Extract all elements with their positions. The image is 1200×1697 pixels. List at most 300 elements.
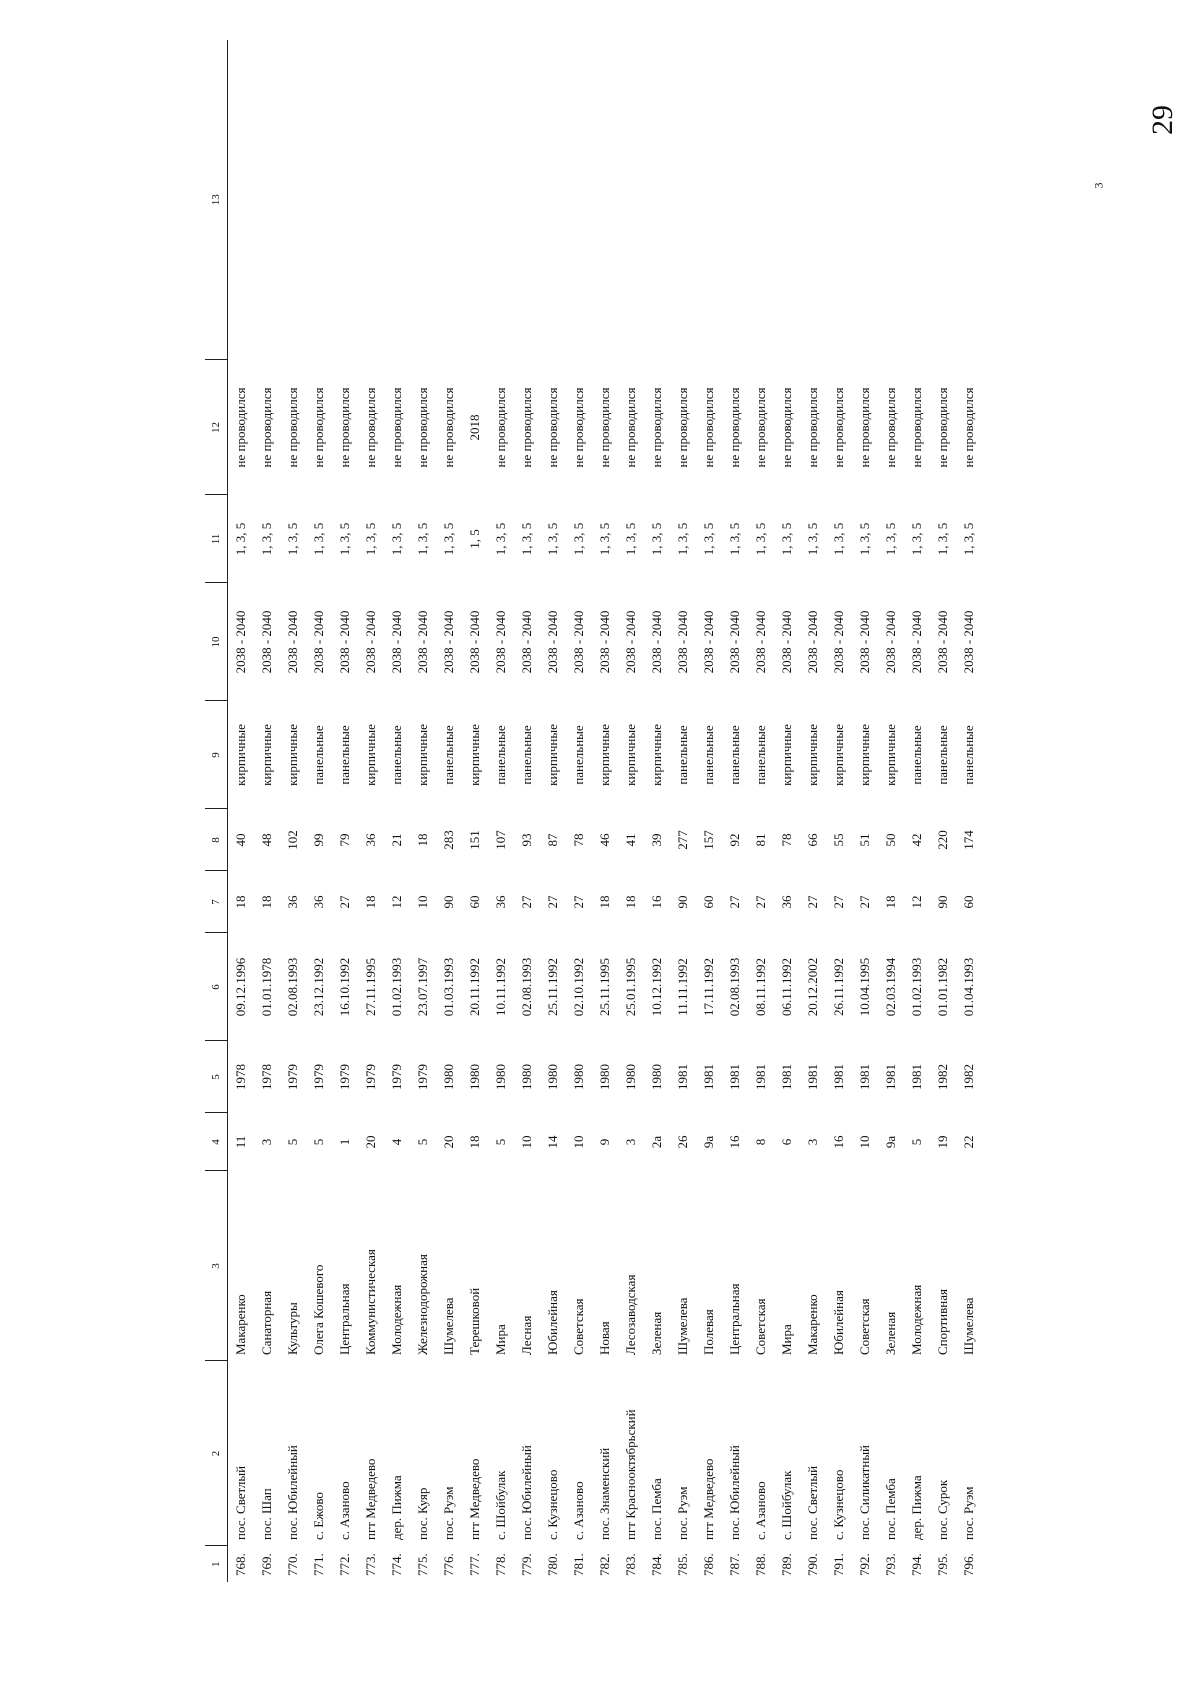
row-number: 770. — [285, 1553, 300, 1576]
column-7-cell: 90 — [675, 895, 690, 909]
column-7-cell: 18 — [883, 895, 898, 909]
period-cell: 2038 - 2040 — [415, 610, 430, 674]
locality-cell: с. Азаново — [337, 1481, 352, 1540]
column-7-cell: 27 — [337, 895, 352, 909]
registry-table-rotated — [205, 120, 977, 1582]
date-cell: 02.08.1993 — [519, 957, 534, 1017]
date-cell: 01.01.1978 — [259, 957, 274, 1017]
table-row — [332, 40, 358, 1582]
column-13-cell — [228, 40, 255, 360]
column-number-header — [205, 40, 228, 1582]
build-year-cell: 1980 — [649, 1064, 664, 1090]
row-number: 772. — [337, 1553, 352, 1576]
locality-cell: пос. Руэм — [675, 1486, 690, 1540]
table-row — [930, 40, 956, 1582]
page-number: 29 — [1146, 105, 1179, 135]
street-cell: Олега Кошевого — [311, 1264, 326, 1355]
table-row — [852, 40, 878, 1582]
column-8-cell: 40 — [233, 833, 248, 847]
locality-cell: с. Кузнецово — [831, 1469, 846, 1540]
locality-cell: пос. Знаменский — [597, 1447, 612, 1540]
table-row — [540, 40, 566, 1582]
column-header: 11 — [205, 495, 228, 583]
column-13-cell — [930, 40, 956, 360]
build-year-cell: 1980 — [467, 1064, 482, 1090]
row-number: 771. — [311, 1553, 326, 1576]
date-cell: 02.03.1994 — [883, 957, 898, 1017]
locality-cell: пос. Юбилейный — [285, 1445, 300, 1540]
works-codes-cell: 1, 3, 5 — [805, 522, 820, 556]
column-13-cell — [540, 40, 566, 360]
row-number: 768. — [233, 1553, 248, 1576]
wall-material-cell: кирпичные — [649, 724, 664, 786]
build-year-cell: 1980 — [597, 1064, 612, 1090]
works-codes-cell: 1, 3, 5 — [753, 522, 768, 556]
column-8-cell: 87 — [545, 833, 560, 847]
wall-material-cell: кирпичные — [363, 724, 378, 786]
column-13-cell — [852, 40, 878, 360]
house-number-cell: 3 — [259, 1138, 274, 1146]
works-codes-cell: 1, 3, 5 — [415, 522, 430, 556]
street-cell: Мира — [493, 1324, 508, 1355]
row-number: 775. — [415, 1553, 430, 1576]
column-header: 4 — [205, 1113, 228, 1171]
column-7-cell: 27 — [519, 895, 534, 909]
row-number: 780. — [545, 1553, 560, 1576]
column-13-cell — [644, 40, 670, 360]
wall-material-cell: кирпичные — [779, 724, 794, 786]
period-cell: 2038 - 2040 — [675, 610, 690, 674]
registry-table-container — [205, 120, 977, 1582]
street-cell: Санаторная — [259, 1290, 274, 1355]
column-8-cell: 157 — [701, 830, 716, 850]
build-year-cell: 1981 — [727, 1064, 742, 1090]
locality-cell: пгт Медведево — [701, 1458, 716, 1540]
locality-cell: пос. Силикатный — [857, 1444, 872, 1540]
locality-cell: с. Ежово — [311, 1492, 326, 1540]
date-cell: 27.11.1995 — [363, 957, 378, 1017]
row-number: 776. — [441, 1553, 456, 1576]
column-7-cell: 36 — [493, 895, 508, 909]
period-cell: 2038 - 2040 — [961, 610, 976, 674]
column-header: 13 — [205, 40, 228, 360]
column-8-cell: 151 — [467, 830, 482, 850]
column-8-cell: 21 — [389, 833, 404, 847]
column-13-cell — [436, 40, 462, 360]
column-7-cell: 60 — [961, 895, 976, 909]
street-cell: Юбилейная — [545, 1290, 560, 1355]
street-cell: Мира — [779, 1324, 794, 1355]
column-7-cell: 27 — [805, 895, 820, 909]
status-cell: не проводился — [571, 387, 586, 468]
build-year-cell: 1981 — [909, 1064, 924, 1090]
house-number-cell: 9 — [597, 1138, 612, 1146]
house-number-cell: 10 — [857, 1135, 872, 1149]
table-row — [956, 40, 982, 1582]
build-year-cell: 1981 — [805, 1064, 820, 1090]
period-cell: 2038 - 2040 — [467, 610, 482, 674]
status-cell: не проводился — [441, 387, 456, 468]
build-year-cell: 1981 — [779, 1064, 794, 1090]
period-cell: 2038 - 2040 — [233, 610, 248, 674]
column-13-cell — [904, 40, 930, 360]
table-row — [436, 40, 462, 1582]
locality-cell: с. Кузнецово — [545, 1469, 560, 1540]
period-cell: 2038 - 2040 — [259, 610, 274, 674]
locality-cell: пгт Медведево — [467, 1458, 482, 1540]
status-cell: не проводился — [519, 387, 534, 468]
house-number-cell: 20 — [441, 1135, 456, 1149]
locality-cell: пос. Куяр — [415, 1487, 430, 1540]
locality-cell: дер. Пижма — [909, 1475, 924, 1540]
date-cell: 10.11.1992 — [493, 957, 508, 1017]
build-year-cell: 1982 — [961, 1064, 976, 1090]
column-8-cell: 277 — [675, 830, 690, 850]
wall-material-cell: панельные — [961, 725, 976, 785]
date-cell: 17.11.1992 — [701, 957, 716, 1017]
column-7-cell: 18 — [363, 895, 378, 909]
column-8-cell: 36 — [363, 833, 378, 847]
period-cell: 2038 - 2040 — [701, 610, 716, 674]
build-year-cell: 1978 — [233, 1064, 248, 1090]
table-row — [228, 40, 255, 1582]
locality-cell: пос. Светлый — [805, 1465, 820, 1540]
table-row — [280, 40, 306, 1582]
house-number-cell: 5 — [493, 1138, 508, 1146]
row-number: 774. — [389, 1553, 404, 1576]
status-cell: не проводился — [649, 387, 664, 468]
locality-cell: с. Шойбулак — [779, 1470, 794, 1540]
row-number: 792. — [857, 1553, 872, 1576]
date-cell: 02.08.1993 — [727, 957, 742, 1017]
date-cell: 02.08.1993 — [285, 957, 300, 1017]
column-7-cell: 18 — [623, 895, 638, 909]
column-7-cell: 27 — [727, 895, 742, 909]
column-8-cell: 92 — [727, 833, 742, 847]
column-13-cell — [956, 40, 982, 360]
date-cell: 09.12.1996 — [233, 957, 248, 1017]
street-cell: Советская — [571, 1298, 586, 1355]
wall-material-cell: кирпичные — [285, 724, 300, 786]
table-row — [566, 40, 592, 1582]
column-13-cell — [254, 40, 280, 360]
works-codes-cell: 1, 3, 5 — [675, 522, 690, 556]
house-number-cell: 11 — [233, 1135, 248, 1149]
column-13-cell — [774, 40, 800, 360]
wall-material-cell: панельные — [337, 725, 352, 785]
status-cell: не проводился — [779, 387, 794, 468]
row-number: 781. — [571, 1553, 586, 1576]
table-row — [878, 40, 904, 1582]
build-year-cell: 1980 — [545, 1064, 560, 1090]
house-number-cell: 9а — [701, 1135, 716, 1149]
column-header: 5 — [205, 1041, 228, 1113]
table-row — [748, 40, 774, 1582]
street-cell: Лесная — [519, 1315, 534, 1355]
column-7-cell: 36 — [311, 895, 326, 909]
date-cell: 10.12.1992 — [649, 957, 664, 1017]
table-row — [384, 40, 410, 1582]
column-13-cell — [306, 40, 332, 360]
column-8-cell: 55 — [831, 833, 846, 847]
period-cell: 2038 - 2040 — [883, 610, 898, 674]
column-8-cell: 48 — [259, 833, 274, 847]
street-cell: Лесозаводская — [623, 1274, 638, 1355]
period-cell: 2038 - 2040 — [935, 610, 950, 674]
build-year-cell: 1980 — [493, 1064, 508, 1090]
works-codes-cell: 1, 3, 5 — [233, 522, 248, 556]
status-cell: не проводился — [675, 387, 690, 468]
status-cell: не проводился — [909, 387, 924, 468]
locality-cell: пгт Медведево — [363, 1458, 378, 1540]
house-number-cell: 4 — [389, 1138, 404, 1146]
column-8-cell: 99 — [311, 833, 326, 847]
house-number-cell: 14 — [545, 1135, 560, 1149]
build-year-cell: 1981 — [701, 1064, 716, 1090]
column-7-cell: 60 — [701, 895, 716, 909]
column-13-cell — [358, 40, 384, 360]
house-number-cell: 16 — [727, 1135, 742, 1149]
street-cell: Зеленая — [883, 1311, 898, 1355]
period-cell: 2038 - 2040 — [363, 610, 378, 674]
row-number: 786. — [701, 1553, 716, 1576]
locality-cell: пос. Руэм — [441, 1486, 456, 1540]
column-13-cell — [592, 40, 618, 360]
locality-cell: с. Шойбулак — [493, 1470, 508, 1540]
works-codes-cell: 1, 3, 5 — [727, 522, 742, 556]
date-cell: 26.11.1992 — [831, 957, 846, 1017]
row-number: 782. — [597, 1553, 612, 1576]
status-cell: не проводился — [415, 387, 430, 468]
table-row — [254, 40, 280, 1582]
wall-material-cell: кирпичные — [805, 724, 820, 786]
row-number: 773. — [363, 1553, 378, 1576]
row-number: 785. — [675, 1553, 690, 1576]
column-13-cell — [800, 40, 826, 360]
column-8-cell: 81 — [753, 833, 768, 847]
works-codes-cell: 1, 3, 5 — [961, 522, 976, 556]
column-13-cell — [514, 40, 540, 360]
build-year-cell: 1980 — [571, 1064, 586, 1090]
works-codes-cell: 1, 3, 5 — [363, 522, 378, 556]
column-8-cell: 220 — [935, 830, 950, 850]
row-number: 777. — [467, 1553, 482, 1576]
locality-cell: дер. Пижма — [389, 1475, 404, 1540]
column-13-cell — [696, 40, 722, 360]
registry-table — [205, 40, 982, 1582]
column-7-cell: 12 — [909, 895, 924, 909]
column-13-cell — [566, 40, 592, 360]
date-cell: 06.11.1992 — [779, 957, 794, 1017]
table-row — [670, 40, 696, 1582]
period-cell: 2038 - 2040 — [649, 610, 664, 674]
street-cell: Шумелева — [675, 1297, 690, 1355]
house-number-cell: 22 — [961, 1135, 976, 1149]
column-8-cell: 50 — [883, 833, 898, 847]
table-row — [618, 40, 644, 1582]
house-number-cell: 6 — [779, 1138, 794, 1146]
column-7-cell: 27 — [571, 895, 586, 909]
column-13-cell — [618, 40, 644, 360]
house-number-cell: 5 — [311, 1138, 326, 1146]
column-13-cell — [332, 40, 358, 360]
column-header: 7 — [205, 871, 228, 933]
table-row — [722, 40, 748, 1582]
street-cell: Центральная — [337, 1283, 352, 1355]
column-header: 1 — [205, 1546, 228, 1582]
wall-material-cell: панельные — [571, 725, 586, 785]
column-7-cell: 90 — [441, 895, 456, 909]
column-7-cell: 18 — [597, 895, 612, 909]
column-header: 9 — [205, 701, 228, 809]
wall-material-cell: панельные — [311, 725, 326, 785]
status-cell: 2018 — [467, 414, 482, 441]
row-number: 796. — [961, 1553, 976, 1576]
table-row — [358, 40, 384, 1582]
house-number-cell: 10 — [519, 1135, 534, 1149]
street-cell: Советская — [857, 1298, 872, 1355]
period-cell: 2038 - 2040 — [545, 610, 560, 674]
status-cell: не проводился — [831, 387, 846, 468]
works-codes-cell: 1, 3, 5 — [597, 522, 612, 556]
status-cell: не проводился — [259, 387, 274, 468]
build-year-cell: 1979 — [415, 1064, 430, 1090]
status-cell: не проводился — [337, 387, 352, 468]
date-cell: 02.10.1992 — [571, 957, 586, 1017]
table-row — [462, 40, 488, 1582]
street-cell: Макаренко — [805, 1294, 820, 1355]
column-13-cell — [748, 40, 774, 360]
wall-material-cell: панельные — [519, 725, 534, 785]
column-8-cell: 18 — [415, 833, 430, 847]
period-cell: 2038 - 2040 — [779, 610, 794, 674]
period-cell: 2038 - 2040 — [753, 610, 768, 674]
period-cell: 2038 - 2040 — [389, 610, 404, 674]
house-number-cell: 10 — [571, 1135, 586, 1149]
column-7-cell: 27 — [753, 895, 768, 909]
status-cell: не проводился — [753, 387, 768, 468]
street-cell: Спортивная — [935, 1289, 950, 1355]
status-cell: не проводился — [623, 387, 638, 468]
row-number: 784. — [649, 1553, 664, 1576]
date-cell: 10.04.1995 — [857, 957, 872, 1017]
build-year-cell: 1980 — [519, 1064, 534, 1090]
wall-material-cell: панельные — [935, 725, 950, 785]
period-cell: 2038 - 2040 — [831, 610, 846, 674]
status-cell: не проводился — [883, 387, 898, 468]
works-codes-cell: 1, 3, 5 — [935, 522, 950, 556]
column-7-cell: 27 — [857, 895, 872, 909]
table-row — [904, 40, 930, 1582]
date-cell: 20.12.2002 — [805, 957, 820, 1017]
column-7-cell: 90 — [935, 895, 950, 909]
wall-material-cell: кирпичные — [831, 724, 846, 786]
build-year-cell: 1982 — [935, 1064, 950, 1090]
table-row — [306, 40, 332, 1582]
row-number: 793. — [883, 1553, 898, 1576]
period-cell: 2038 - 2040 — [727, 610, 742, 674]
row-number: 788. — [753, 1553, 768, 1576]
street-cell: Шумелева — [441, 1297, 456, 1355]
status-cell: не проводился — [363, 387, 378, 468]
street-cell: Коммунистическая — [363, 1249, 378, 1355]
wall-material-cell: кирпичные — [233, 724, 248, 786]
period-cell: 2038 - 2040 — [597, 610, 612, 674]
locality-cell: пос. Светлый — [233, 1465, 248, 1540]
date-cell: 01.01.1982 — [935, 957, 950, 1017]
street-cell: Терешковой — [467, 1287, 482, 1355]
locality-cell: пос. Сурок — [935, 1479, 950, 1540]
street-cell: Советская — [753, 1298, 768, 1355]
locality-cell: с. Азаново — [571, 1481, 586, 1540]
column-8-cell: 66 — [805, 833, 820, 847]
date-cell: 01.04.1993 — [961, 957, 976, 1017]
house-number-cell: 19 — [935, 1135, 950, 1149]
status-cell: не проводился — [727, 387, 742, 468]
locality-cell: пос. Юбилейный — [519, 1445, 534, 1540]
column-7-cell: 27 — [545, 895, 560, 909]
column-8-cell: 283 — [441, 830, 456, 850]
works-codes-cell: 1, 3, 5 — [857, 522, 872, 556]
street-cell: Молодежная — [909, 1284, 924, 1355]
build-year-cell: 1981 — [675, 1064, 690, 1090]
column-13-cell — [462, 40, 488, 360]
wall-material-cell: панельные — [909, 725, 924, 785]
house-number-cell: 26 — [675, 1135, 690, 1149]
wall-material-cell: кирпичные — [545, 724, 560, 786]
date-cell: 01.02.1993 — [909, 957, 924, 1017]
wall-material-cell: панельные — [675, 725, 690, 785]
column-8-cell: 78 — [779, 833, 794, 847]
wall-material-cell: кирпичные — [415, 724, 430, 786]
works-codes-cell: 1, 3, 5 — [623, 522, 638, 556]
wall-material-cell: панельные — [389, 725, 404, 785]
row-number: 769. — [259, 1553, 274, 1576]
period-cell: 2038 - 2040 — [285, 610, 300, 674]
period-cell: 2038 - 2040 — [909, 610, 924, 674]
date-cell: 25.01.1995 — [623, 957, 638, 1017]
house-number-cell: 5 — [415, 1138, 430, 1146]
column-8-cell: 174 — [961, 830, 976, 850]
row-number: 783. — [623, 1553, 638, 1576]
wall-material-cell: панельные — [753, 725, 768, 785]
house-number-cell: 9а — [883, 1135, 898, 1149]
period-cell: 2038 - 2040 — [337, 610, 352, 674]
status-cell: не проводился — [857, 387, 872, 468]
street-cell: Шумелева — [961, 1297, 976, 1355]
row-number: 787. — [727, 1553, 742, 1576]
column-13-cell — [384, 40, 410, 360]
locality-cell: пос. Юбилейный — [727, 1445, 742, 1540]
column-7-cell: 16 — [649, 895, 664, 909]
locality-cell: пос. Шап — [259, 1488, 274, 1540]
table-body — [228, 40, 983, 1582]
street-cell: Железнодорожная — [415, 1254, 430, 1355]
column-7-cell: 10 — [415, 895, 430, 909]
column-7-cell: 12 — [389, 895, 404, 909]
column-header: 2 — [205, 1361, 228, 1546]
date-cell: 23.12.1992 — [311, 957, 326, 1017]
street-cell: Культуры — [285, 1302, 300, 1355]
works-codes-cell: 1, 3, 5 — [779, 522, 794, 556]
wall-material-cell: кирпичные — [883, 724, 898, 786]
locality-cell: с. Азаново — [753, 1481, 768, 1540]
date-cell: 11.11.1992 — [675, 958, 690, 1016]
column-7-cell: 36 — [779, 895, 794, 909]
street-cell: Молодежная — [389, 1284, 404, 1355]
period-cell: 2038 - 2040 — [623, 610, 638, 674]
works-codes-cell: 1, 3, 5 — [545, 522, 560, 556]
